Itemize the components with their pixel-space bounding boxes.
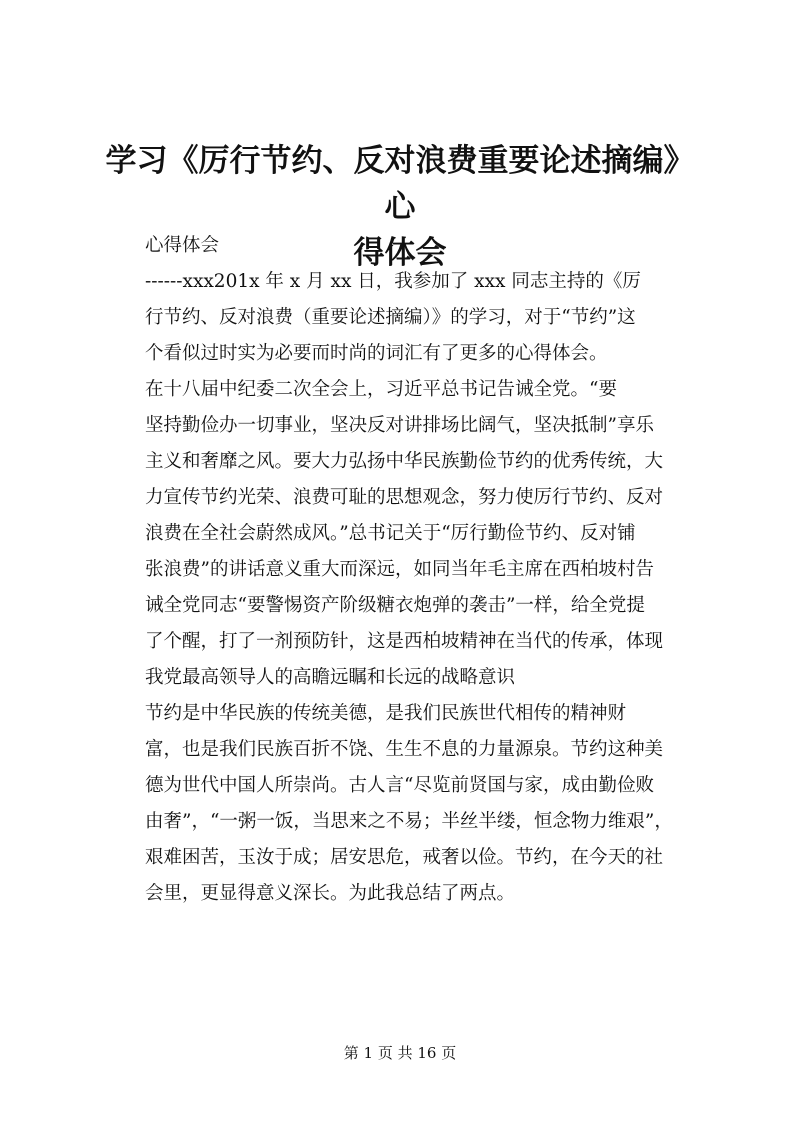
text-line: 行节约、反对浪费（重要论述摘编）》的学习，对于“节约”这: [145, 307, 636, 328]
text-line: ------xxx201x 年 x 月 xx 日，我参加了 xxx 同志主持的《厉: [145, 271, 641, 292]
text-line: 了个醒，打了一剂预防针，这是西柏坡精神在当代的传承，体现: [145, 631, 664, 652]
text-line: 诫全党同志“要警惕资产阶级糖衣炮弹的袭击”一样，给全党提: [145, 595, 645, 616]
text-line: 在十八届中纪委二次全会上，习近平总书记告诫全党。“要: [145, 379, 617, 400]
paragraph-intro: [108, 264, 704, 372]
text-line: 力宣传节约光荣、浪费可耻的思想观念，努力使厉行节约、反对: [145, 487, 664, 508]
title-line-2: 得体会: [353, 235, 447, 271]
text-line: 德为世代中国人所崇尚。古人言“尽览前贤国与家，成由勤俭败: [145, 775, 654, 796]
text-line: 会里，更显得意义深长。为此我总结了两点。: [145, 883, 516, 904]
page-number-footer: 第 1 页 共 16 页: [343, 1044, 457, 1062]
paragraph-speech: [108, 372, 704, 696]
text-line: 艰难困苦，玉汝于成；居安思危，戒奢以俭。节约，在今天的社: [145, 847, 664, 868]
text-line: 富，也是我们民族百折不饶、生生不息的力量源泉。节约这种美: [145, 739, 664, 760]
document-body: [108, 228, 704, 912]
text-line: 个看似过时实为必要而时尚的词汇有了更多的心得体会。: [145, 343, 608, 364]
title-line-1: 学习《厉行节约、反对浪费重要论述摘编》心: [105, 143, 695, 225]
text-line: 我党最高领导人的高瞻远瞩和长远的战略意识: [145, 667, 516, 688]
text-line: 由奢”，“一粥一饭，当思来之不易；半丝半缕，恒念物力维艰”，: [145, 811, 673, 832]
paragraph-virtue: [108, 696, 704, 912]
text-line: 节约是中华民族的传统美德，是我们民族世代相传的精神财: [145, 703, 627, 724]
paragraph-heading: [108, 228, 704, 264]
text-line: 心得体会: [145, 235, 220, 256]
text-line: 主义和奢靡之风。要大力弘扬中华民族勤俭节约的优秀传统，大: [145, 451, 664, 472]
text-line: 张浪费”的讲话意义重大而深远，如同当年毛主席在西柏坡村告: [145, 559, 654, 580]
text-line: 坚持勤俭办一切事业，坚决反对讲排场比阔气，坚决抵制”享乐: [145, 415, 654, 436]
text-line: 浪费在全社会蔚然成风。”总书记关于“厉行勤俭节约、反对铺: [145, 523, 636, 544]
